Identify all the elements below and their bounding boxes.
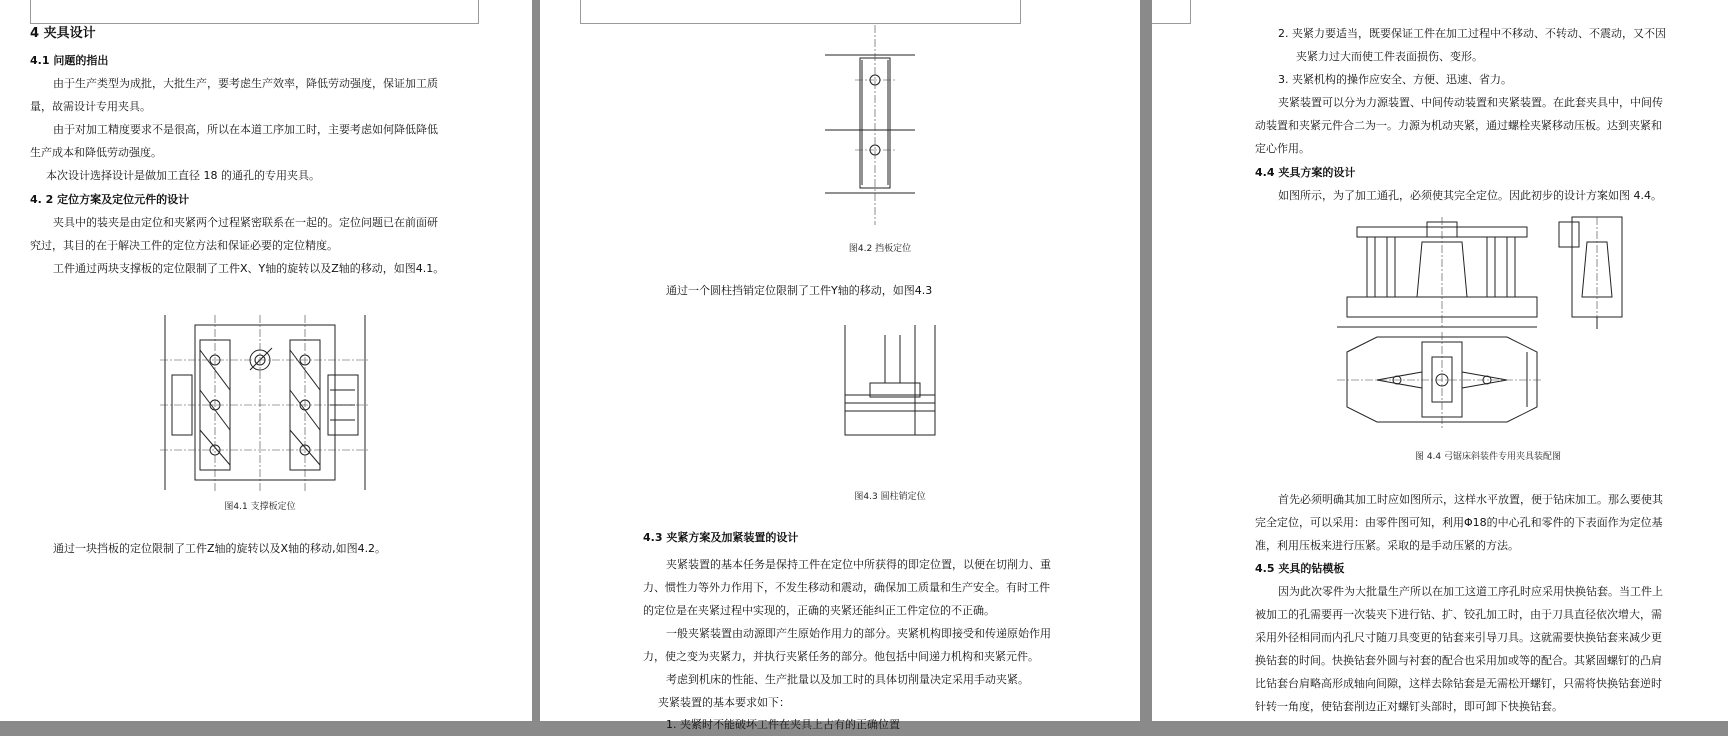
paragraph-line: 本次设计选择设计是做加工直径 18 的通孔的专用夹具。 [46, 169, 320, 182]
section-title: 4. 2 定位方案及定位元件的设计 [30, 193, 190, 206]
margin-mark [30, 0, 31, 24]
paragraph-line: 被加工的孔需要再一次装夹下进行钻、扩、铰孔加工时，由于刀具直径依次增大，需 [1255, 608, 1662, 621]
paragraph-line: 完全定位，可以采用：由零件图可知，利用Φ18的中心孔和零件的下表面作为定位基 [1255, 516, 1663, 529]
section-title: 4.1 问题的指出 [30, 54, 109, 67]
paragraph-line: 夹紧装置可以分为力源装置、中间传动装置和夹紧装置。在此套夹具中，中间传 [1278, 96, 1663, 109]
section-title: 4.3 夹紧方案及加紧装置的设计 [643, 531, 799, 544]
paragraph-line: 的定位是在夹紧过程中实现的，正确的夹紧还能纠正工件定位的不正确。 [643, 604, 995, 617]
paragraph-line: 一般夹紧装置由动源即产生原始作用力的部分。夹紧机构即接受和传递原始作用 [666, 627, 1051, 640]
paragraph-line: 由于对加工精度要求不是很高，所以在本道工序加工时，主要考虑如何降低降低 [53, 123, 438, 136]
paragraph-line: 准，利用压板来进行压紧。采取的是手动压紧的方法。 [1255, 539, 1519, 552]
margin-mark [478, 0, 479, 24]
figure-caption: 图4.1 支撑板定位 [224, 502, 296, 512]
figure-caption: 图4.3 圆柱销定位 [854, 492, 926, 502]
header-rule [1152, 23, 1190, 24]
paragraph-line: 力，使之变为夹紧力，并执行夹紧任务的部分。他包括中间递力机构和夹紧元件。 [643, 650, 1039, 663]
figure-4-4-drawing [1337, 217, 1647, 432]
margin-mark [1020, 0, 1021, 24]
paragraph-line: 采用外径相同而内孔尺寸随刀具变更的钻套来引导刀具。这就需要快换钻套来减少更 [1255, 631, 1662, 644]
paragraph-line: 1. 夹紧时不能破坏工件在夹具上占有的正确位置 [666, 718, 900, 731]
paragraph-line: 由于生产类型为成批，大批生产，要考虑生产效率，降低劳动强度，保证加工质 [53, 77, 438, 90]
paragraph-line: 换钻套的时间。快换钻套外圆与衬套的配合也采用加或等的配合。其紧固螺钉的凸肩 [1255, 654, 1662, 667]
paragraph-line: 通过一块挡板的定位限制了工件Z轴的旋转以及X轴的移动,如图4.2。 [53, 542, 387, 555]
paragraph-line: 如图所示，为了加工通孔，必须使其完全定位。因此初步的设计方案如图 4.4。 [1278, 189, 1662, 202]
header-rule [30, 23, 478, 24]
paragraph-line: 夹具中的装夹是由定位和夹紧两个过程紧密联系在一起的。定位问题已在前面研 [53, 216, 438, 229]
paragraph-line: 究过，其目的在于解决工件的定位方法和保证必要的定位精度。 [30, 239, 338, 252]
paragraph-line: 考虑到机床的性能、生产批量以及加工时的具体切削量决定采用手动夹紧。 [666, 673, 1029, 686]
document-page-1 [0, 0, 532, 721]
figure-caption: 图4.2 挡板定位 [848, 244, 912, 254]
paragraph-line: 通过一个圆柱挡销定位限制了工件Y轴的移动，如图4.3 [666, 284, 933, 297]
margin-mark [1190, 0, 1191, 24]
figure-4-1-drawing [160, 315, 370, 495]
paragraph-line: 生产成本和降低劳动强度。 [30, 146, 162, 159]
figure-caption: 图 4.4 弓锯床斜装件专用夹具装配图 [1414, 452, 1562, 462]
paragraph-line: 力、惯性力等外力作用下，不发生移动和震动，确保加工质量和生产安全。有时工件 [643, 581, 1050, 594]
margin-mark [580, 0, 581, 24]
list-item: 2. 夹紧力要适当，既要保证工件在加工过程中不移动、不转动、不震动，又不因 [1278, 27, 1666, 40]
paragraph-line: 动装置和夹紧元件合二为一。力源为机动夹紧，通过螺栓夹紧移动压板。达到夹紧和 [1255, 119, 1662, 132]
document-page-2 [540, 0, 1140, 731]
section-title: 4.4 夹具方案的设计 [1255, 166, 1356, 179]
list-item: 3. 夹紧机构的操作应安全、方便、迅速、省力。 [1278, 73, 1512, 86]
header-rule [580, 23, 1020, 24]
figure-4-2-drawing [820, 25, 930, 225]
paragraph-line: 因为此次零件为大批量生产所以在加工这道工序孔时应采用快换钻套。当工件上 [1278, 585, 1663, 598]
paragraph-line: 针转一角度，使钻套削边正对螺钉头部时，即可卸下快换钻套。 [1255, 700, 1563, 713]
document-page-3 [1152, 0, 1728, 721]
figure-4-3-drawing [840, 325, 940, 445]
chapter-heading: 4 夹具设计 [30, 26, 96, 41]
list-item: 夹紧力过大而使工件表面损伤、变形。 [1296, 50, 1483, 63]
paragraph-line: 夹紧装置的基本任务是保持工件在定位中所获得的即定位置，以便在切削力、重 [666, 558, 1051, 571]
paragraph-line: 定心作用。 [1255, 142, 1310, 155]
paragraph-line: 量，故需设计专用夹具。 [30, 100, 151, 113]
paragraph-line: 比钻套台肩略高形成轴向间隙，这样去除钻套是无需松开螺钉，只需将快换钻套逆时 [1255, 677, 1662, 690]
paragraph-line: 工件通过两块支撑板的定位限制了工件X、Y轴的旋转以及Z轴的移动，如图4.1。 [53, 262, 445, 275]
paragraph-line: 首先必须明确其加工时应如图所示，这样水平放置，便于钻床加工。那么要使其 [1278, 493, 1663, 506]
section-title: 4.5 夹具的钻模板 [1255, 562, 1345, 575]
paragraph-line: 夹紧装置的基本要求如下： [658, 696, 790, 709]
